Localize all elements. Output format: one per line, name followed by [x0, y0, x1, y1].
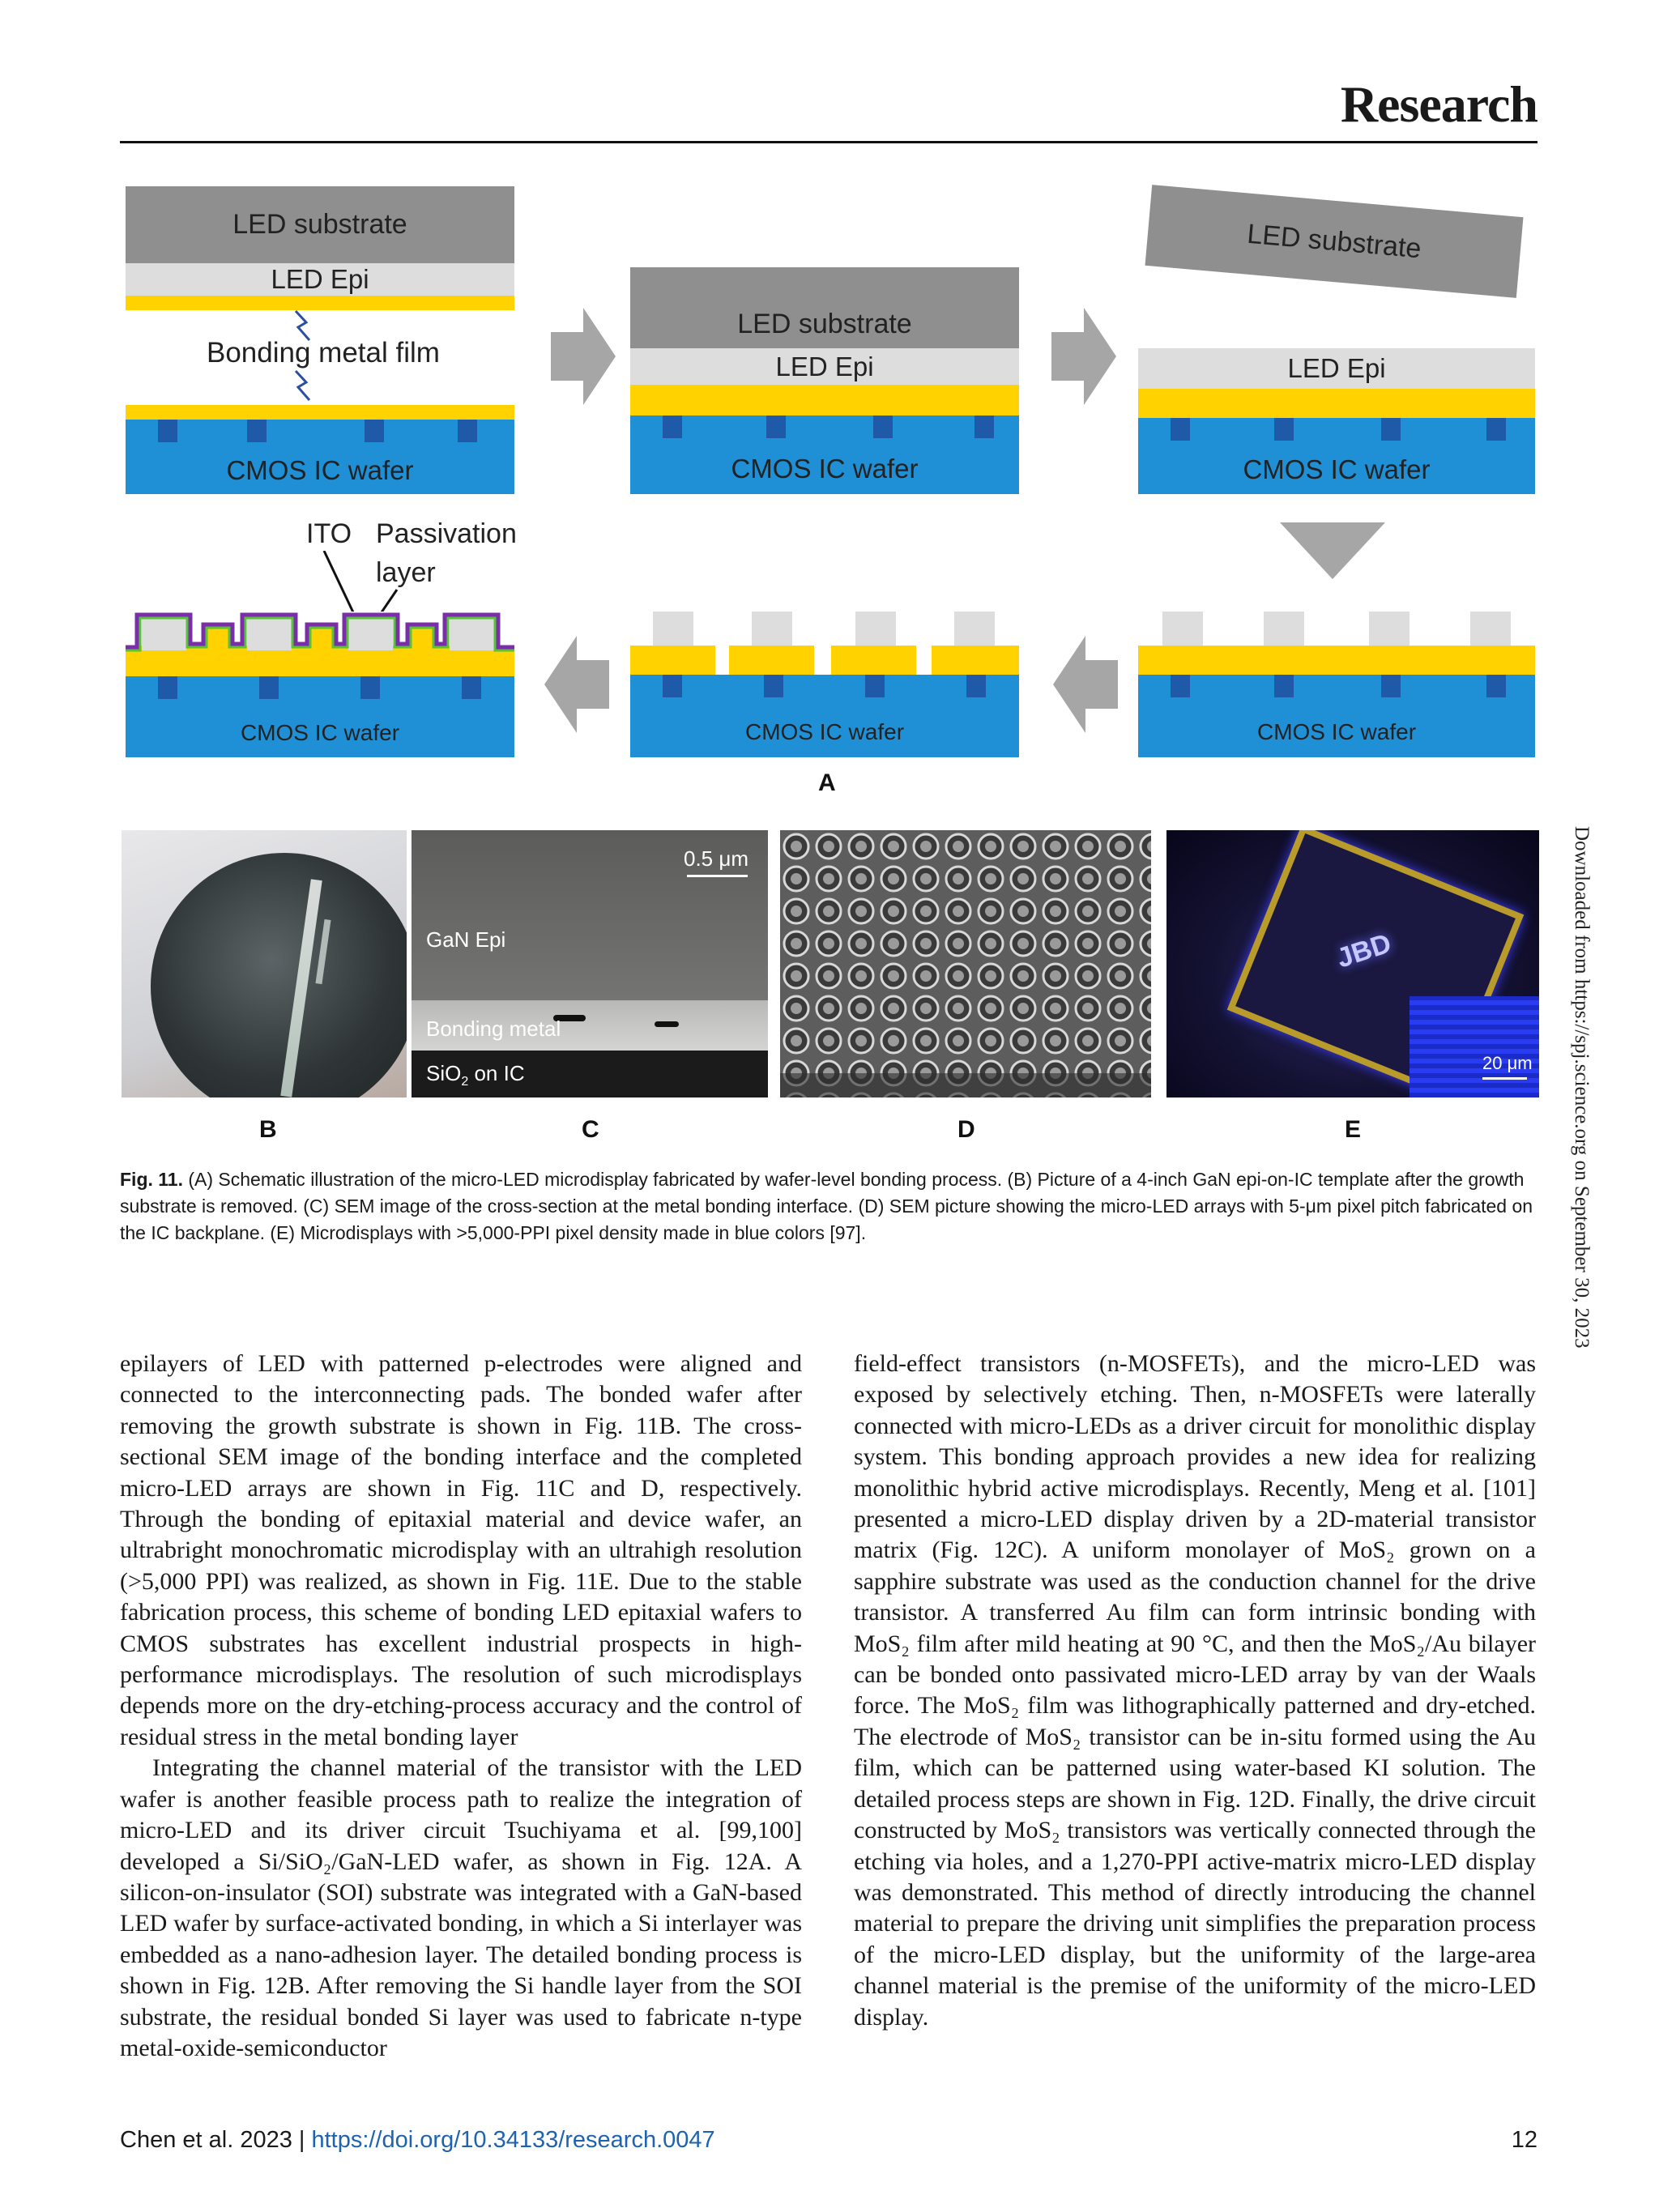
- cmos-ic-wafer-label: CMOS IC wafer: [1256, 719, 1417, 744]
- schematic-step-4: [1138, 612, 1535, 757]
- page-number: 12: [1511, 2127, 1537, 2153]
- paragraph: field-effect transistors (n-MOSFETs), and the micro-LED was exposed by selectively etching. Then, n-MOSFETs were laterally connected with micro-LEDs as a driver circuit for monolithic display system. This bonding approach provides a new idea for realizing monolithic hybrid active microdisplays. Recently, Meng et al. [101] presented a micro-LED display driven by a 2D-material transistor matrix (Fig. 12C). A uniform monolayer of MoS₂ grown on a sapphire substrate was used as the conduction channel for the drive transistor. A transferred Au film can form intrinsic bonding with MoS₂ film after mild heating at 90 °C, and then the MoS₂/Au bilayer can be bonded onto passivated micro-LED array by van der Waals force. The MoS₂ film was lithographically patterned and dry-etched. The electrode of MoS₂ transistor can be in-situ formed using the Au film, which can be patterned using water-based KI solution. The detailed process steps are shown in Fig. 12D. Finally, the drive circuit constructed by MoS₂ transistors was vertically connected through the etching via holes, and a 1,270-PPI active-matrix micro-LED display was demonstrated. This method of directly introducing the channel material to prepare the driving unit simplifies the preparation process of the micro-LED display, but the uniformity of the large-area channel material is the premise of the uniformity of the micro-LED display.: [854, 1350, 1536, 2031]
- led-epi-layer: [630, 348, 1019, 385]
- bonding-metal: [1138, 389, 1535, 418]
- bonding-metal: [630, 385, 1019, 416]
- interconnect-pad: [1274, 418, 1294, 441]
- interconnect-pad: [975, 416, 994, 438]
- interconnect-pad: [966, 675, 986, 697]
- interconnect-pad: [1171, 675, 1190, 697]
- body-column-right: [854, 1349, 1536, 2033]
- led-epi-layer: [1138, 348, 1535, 389]
- cmos-wafer-layer: [630, 675, 1019, 757]
- scale-bar-c: [687, 875, 748, 877]
- schematic-step-1: [126, 186, 514, 494]
- interconnect-pad: [1381, 418, 1401, 441]
- jbd-logo: JBD: [1333, 927, 1396, 974]
- cmos-ic-wafer-label: CMOS IC wafer: [240, 720, 400, 745]
- led-substrate-layer: [630, 267, 1019, 348]
- cmos-ic-wafer-label: CMOS IC wafer: [1243, 454, 1431, 484]
- schematic-step-6: [126, 612, 514, 757]
- interconnect-pad: [865, 675, 885, 697]
- wafer-disc: [151, 853, 407, 1097]
- interconnect-pad: [462, 676, 481, 699]
- cmos-wafer-layer: [630, 416, 1019, 494]
- led-epi-layer: [126, 263, 514, 296]
- interconnect-pad: [1486, 418, 1506, 441]
- paragraph: Integrating the channel material of the transistor with the LED wafer is another feasible process path to realize the integration of micro-LED and its driver circuit Tsuchiyama et al. [99,100] developed a Si/SiO₂/GaN-LED wafer, as shown in Fig. 12A. A silicon-on-insulator (SOI) substrate was integrated with a GaN-based LED wafer by surface-activated bonding, in which a Si interlayer was embedded as a nano-adhesion layer. The detailed bonding process is shown in Fig. 12B. After removing the Si handle layer from the SOI substrate, the residual bonded Si layer was used to fabricate n-type metal-oxide-semiconductor: [120, 1754, 802, 2061]
- scale-bar-e: [1482, 1077, 1527, 1080]
- arrow-left-icon: [544, 636, 609, 733]
- led-substrate-label: LED substrate: [232, 209, 407, 240]
- schematic-step-3: [1138, 186, 1535, 494]
- bonding-metal-label: Bonding metal: [426, 1016, 561, 1041]
- epi-mesa: [1264, 612, 1304, 646]
- interconnect-pad: [766, 416, 786, 438]
- micro-led-array: [780, 830, 1151, 1097]
- interconnect-pad: [1486, 675, 1506, 697]
- interconnect-pad: [1274, 675, 1294, 697]
- bonding-metal: [1138, 646, 1535, 675]
- cmos-ic-wafer-label: CMOS IC wafer: [731, 453, 919, 484]
- void-mark: [655, 1021, 679, 1027]
- gan-epi-label: GaN Epi: [426, 927, 506, 952]
- passivated-mesas: [126, 612, 514, 676]
- lifted-substrate: [1145, 185, 1524, 298]
- pixel-metal: [729, 646, 814, 675]
- interconnect-pad: [458, 420, 477, 442]
- epi-mesa: [1162, 612, 1203, 646]
- footer-authors: Chen et al. 2023 |: [120, 2127, 312, 2153]
- schematic-step-2: [630, 267, 1019, 494]
- doi-link[interactable]: https://doi.org/10.34133/research.0047: [311, 2127, 715, 2153]
- led-epi-label: LED Epi: [775, 351, 874, 381]
- interconnect-pad: [764, 675, 783, 697]
- arrow-right-icon: [1051, 308, 1116, 405]
- epi-mesa: [954, 612, 995, 646]
- led-epi-label: LED Epi: [271, 264, 369, 294]
- interconnect-pad: [158, 676, 177, 699]
- download-notice: Downloaded from https://spj.science.org on September 30, 2023: [1571, 826, 1593, 1349]
- led-epi-label: LED Epi: [1287, 353, 1386, 383]
- epi-mesa: [653, 612, 693, 646]
- bonding-metal-top: [126, 296, 514, 310]
- interconnect-pad: [247, 420, 267, 442]
- photo-d-sem-array: [780, 830, 1151, 1097]
- figure-label: Fig. 11.: [120, 1169, 183, 1190]
- ito-label: ITO: [306, 518, 352, 549]
- interconnect-pad: [1381, 675, 1401, 697]
- led-substrate-label: LED substrate: [737, 308, 912, 339]
- caption-text: (A) Schematic illustration of the micro-LED microdisplay fabricated by wafer-level bonding process. (B) Picture of a 4-inch GaN epi-on-IC template after the growth substrate is removed. (C) SEM image of the cross-section at the metal bonding interface. (D) SEM picture showing the micro-LED arrays with 5-μm pixel pitch fabricated on the IC backplane. (E) Microdisplays with >5,000-PPI pixel density made in blue colors [97].: [120, 1169, 1533, 1243]
- led-substrate-label: LED substrate: [1246, 218, 1423, 264]
- cmos-wafer-layer: [1138, 675, 1535, 757]
- scale-label-e: 20 μm: [1482, 1053, 1533, 1073]
- interconnect-pad: [873, 416, 893, 438]
- cmos-wafer-layer: [126, 676, 514, 757]
- pixel-metal: [831, 646, 916, 675]
- interconnect-pad: [365, 420, 384, 442]
- bonding-metal-bottom: [126, 405, 514, 420]
- arrow-right-icon: [551, 308, 616, 405]
- panel-letter-b: B: [259, 1116, 277, 1143]
- panel-letter-d: D: [957, 1116, 975, 1143]
- panel-letter-c: C: [582, 1116, 599, 1143]
- epi-mesa: [752, 612, 792, 646]
- arrow-left-icon: [1053, 636, 1118, 733]
- journal-title: Research: [1340, 75, 1537, 133]
- pixel-metal: [932, 646, 1019, 675]
- cmos-ic-wafer-label: CMOS IC wafer: [744, 719, 905, 744]
- photo-b-wafer: [122, 830, 407, 1097]
- pixel-inset: [1410, 996, 1539, 1097]
- arrow-down-icon: [1280, 522, 1385, 579]
- scale-label-c: 0.5 μm: [684, 846, 749, 871]
- bond-squiggle-icon: [292, 309, 316, 342]
- pixel-metal: [630, 646, 715, 675]
- epi-mesa: [1369, 612, 1410, 646]
- passivation-layer-label: layer: [376, 557, 436, 588]
- interconnect-pad: [1171, 418, 1190, 441]
- interconnect-pad: [360, 676, 380, 699]
- epi-mesa: [1470, 612, 1511, 646]
- header-rule: [120, 141, 1537, 143]
- photo-c-sem-cross-section: [412, 830, 768, 1097]
- bonding-metal-film-label: Bonding metal film: [207, 337, 440, 369]
- led-substrate-layer: [126, 186, 514, 263]
- body-column-left: [120, 1349, 802, 2064]
- footer-citation: [120, 2127, 715, 2154]
- figure-caption: [120, 1166, 1539, 1247]
- epi-mesa: [855, 612, 896, 646]
- panel-letter-e: E: [1345, 1116, 1362, 1143]
- sio2-label: SiO$_2$ on IC: [426, 1061, 525, 1089]
- cmos-ic-wafer-label: CMOS IC wafer: [226, 455, 414, 485]
- bond-squiggle-icon: [292, 369, 316, 402]
- paragraph: epilayers of LED with patterned p-electrodes were aligned and connected to the interconnecting pads. The bonded wafer after removing the growth substrate is shown in Fig. 11B. The cross-sectional SEM image of the bonding interface and the completed micro-LED arrays are shown in Fig. 11C and D, respectively. Through the bonding of epitaxial material and device wafer, an ultrabright monochromatic microdisplay with an ultrahigh resolution (>5,000 PPI) was realized, as shown in Fig. 11E. Due to the stable fabrication process, this scheme of bonding LED epitaxial wafers to CMOS substrates has excellent industrial prospects in high-performance microdisplays. The resolution of such microdisplays depends more on the dry-etching-process accuracy and the control of residual stress in the metal bonding layer: [120, 1350, 802, 1750]
- cmos-wafer-layer: [1138, 418, 1535, 494]
- passivation-label: Passivation: [376, 518, 517, 549]
- interconnect-pad: [663, 416, 682, 438]
- panel-letter-a: A: [818, 769, 836, 796]
- interconnect-pad: [158, 420, 177, 442]
- cmos-wafer-layer: [126, 420, 514, 494]
- interconnect-pad: [259, 676, 279, 699]
- interconnect-pad: [663, 675, 682, 697]
- photo-e-microdisplay: [1166, 830, 1539, 1097]
- schematic-step-5: [630, 612, 1019, 757]
